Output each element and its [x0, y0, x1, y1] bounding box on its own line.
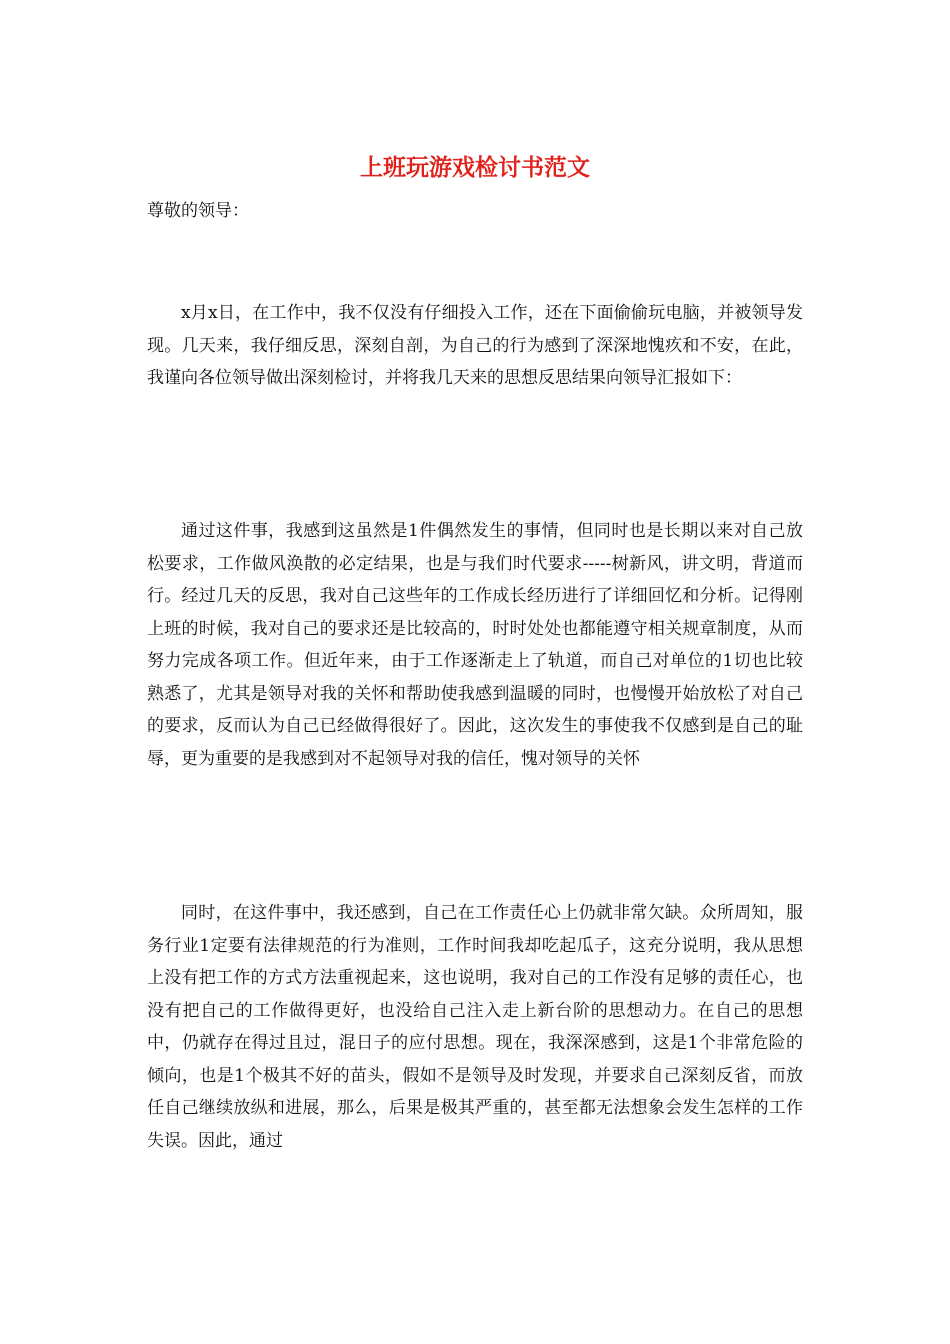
salutation: 尊敬的领导：: [147, 201, 249, 221]
paragraph-3: 同时，在这件事中，我还感到，自己在工作责任心上仍就非常欠缺。众所周知，服务行业1定要有法律规范的行为准则，工作时间我却吃起瓜子，这充分说明，我从思想上没有把工作的方式方法重视起来，这也说明，我对自己的工作没有足够的责任心，也没有把自己的工作做得更好，也没给自己注入走上新台阶的思想动力。在自己的思想中，仍就存在得过且过，混日子的应付思想。现在，我深深感到，这是1个非常危险的倾向，也是1个极其不好的苗头，假如不是领导及时发现，并要求自己深刻反省，而放任自己继续放纵和进展，那么，后果是极其严重的，甚至都无法想象会发生怎样的工作失误。因此，通过: [147, 903, 803, 1151]
document-title: 上班玩游戏检讨书范文: [360, 154, 590, 181]
paragraph-2: 通过这件事，我感到这虽然是1件偶然发生的事情，但同时也是长期以来对自己放松要求，工作做风涣散的必定结果，也是与我们时代要求-----树新风，讲文明，背道而行。经过几天的反思，我对自己这些年的工作成长经历进行了详细回忆和分析。记得刚上班的时候，我对自己的要求还是比较高的，时时处处也都能遵守相关规章制度，从而努力完成各项工作。但近年来，由于工作逐渐走上了轨道，而自己对单位的1切也比较熟悉了，尤其是领导对我的关怀和帮助使我感到温暖的同时，也慢慢开始放松了对自己的要求，反而认为自己已经做得很好了。因此，这次发生的事使我不仅感到是自己的耻辱，更为重要的是我感到对不起领导对我的信任，愧对领导的关怀: [147, 521, 803, 769]
paragraph-1: x月x日，在工作中，我不仅没有仔细投入工作，还在下面偷偷玩电脑，并被领导发现。几天来，我仔细反思，深刻自剖，为自己的行为感到了深深地愧疚和不安，在此，我谨向各位领导做出深刻检讨，并将我几天来的思想反思结果向领导汇报如下：: [147, 303, 803, 388]
